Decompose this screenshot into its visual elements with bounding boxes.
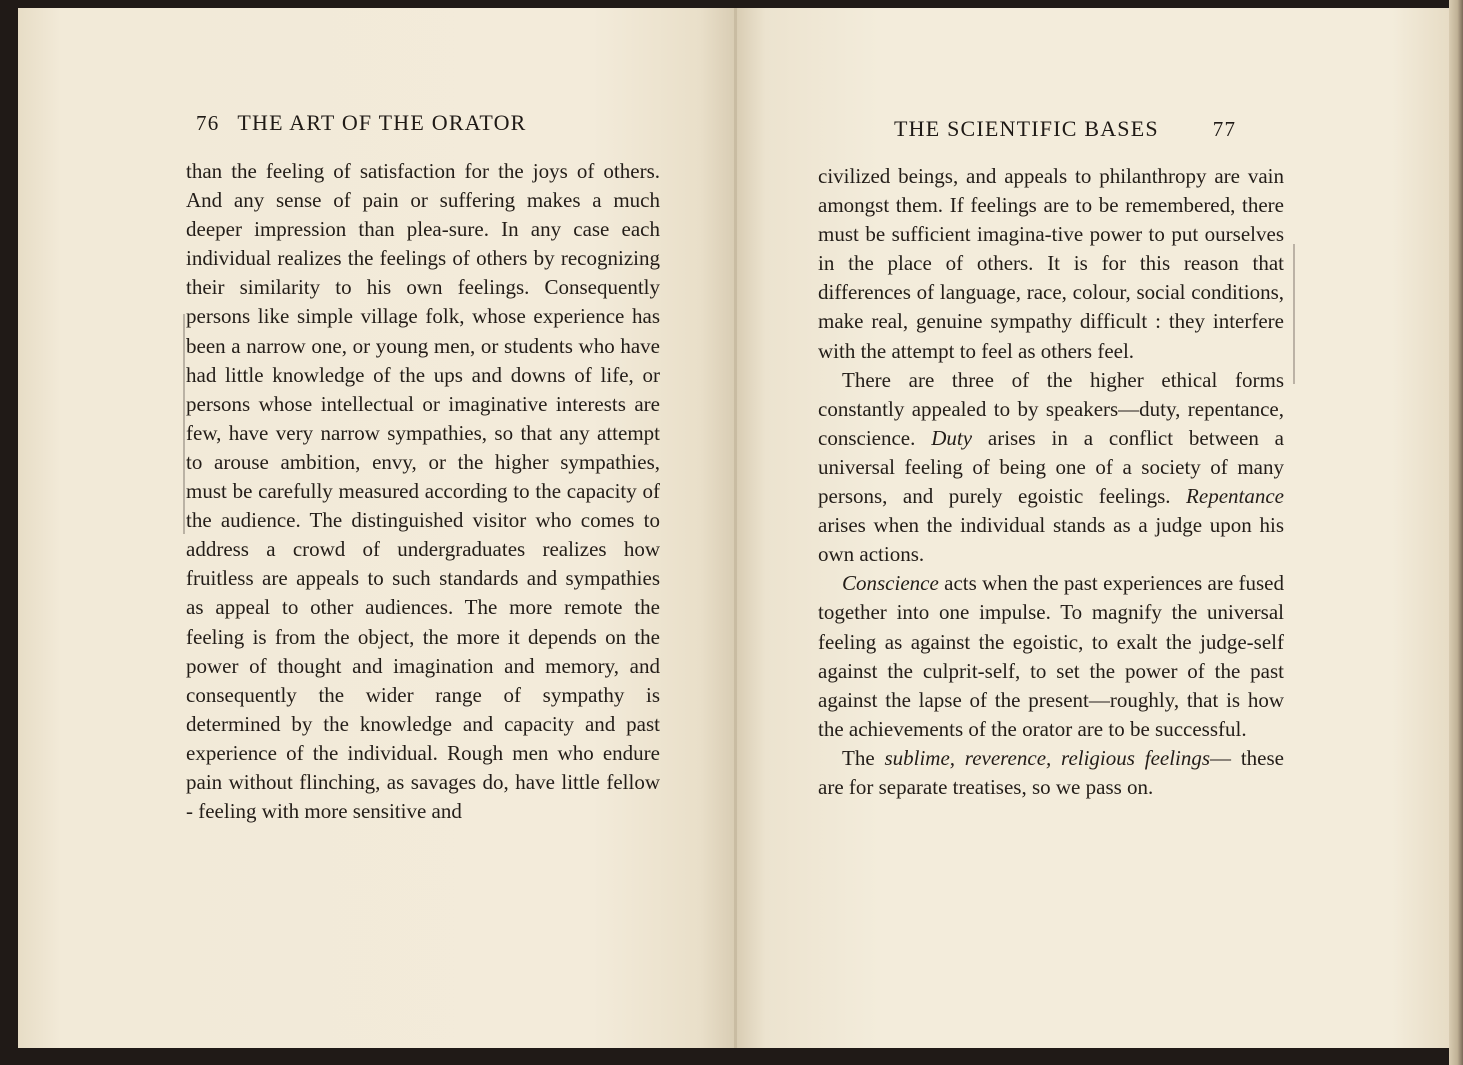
left-page	[18, 8, 736, 1048]
right-paragraph-3	[818, 569, 1284, 744]
pencil-margin-mark	[183, 314, 185, 534]
italic-term-duty: Duty	[931, 425, 973, 450]
right-paragraph-2	[818, 366, 1284, 570]
italic-term-repentance: Repentance	[1186, 484, 1284, 509]
paragraph-text: arises when the individual stands as a judge upon his own actions.	[818, 513, 1284, 567]
paragraph-text: The	[842, 745, 885, 770]
right-paragraph-4	[818, 744, 1284, 802]
right-page	[737, 8, 1449, 1048]
right-paragraph-1: civilized beings, and appeals to philanthropy are vain amongst them. If feelings are to be remembered, there must be sufficient imagina-tive power to put ourselves in the place of others. It is for this reason that differences of language, race, colour, social conditions, make real, genuine sympathy difficult : they interfere with the attempt to feel as others feel.	[818, 164, 1284, 363]
paragraph-text: There are three of the higher ethical forms constantly appealed to by speakers—duty, repentance, conscience.	[818, 367, 1284, 450]
left-running-head	[196, 110, 527, 136]
left-paragraph: than the feeling of satisfaction for the joys of others. And any sense of pain or suffering makes a much deeper impression than plea-sure. In any case each individual realizes the feelings of others by recognizing their similarity to his own feelings. Consequently persons like simple village folk, whose experience has been a narrow one, or young men, or students who have had little knowledge of the ups and downs of life, or persons whose intellectual or imaginative interests are few, have very narrow sympathies, so that any attempt to arouse ambition, envy, or the higher sympathies, must be carefully measured according to the capacity of the audience. The distinguished visitor who comes to address a crowd of undergraduates realizes how fruitless are appeals to such standards and sympathies as appeal to other audiences. The more remote the feeling is from the object, the more it depends on the power of thought and imagination and memory, and consequently the wider range of sympathy is determined by the knowledge and capacity and past experience of the individual. Rough men who endure pain without flinching, as savages do, have little fellow - feeling with more sensitive and	[186, 159, 660, 824]
right-body-text	[818, 162, 1284, 802]
pencil-margin-mark	[1293, 244, 1295, 384]
right-running-head-title: THE SCIENTIFIC BASES	[894, 116, 1159, 141]
paragraph-text: acts when the past experiences are fused together into one impulse. To magnify the universal feeling as against the egoistic, to exalt the judge-self against the culprit-self, to set the power of the past against the lapse of the present—roughly, that is how the achievements of the orator are to be successful.	[818, 571, 1284, 741]
paragraph-text: — these are for separate treatises, so we pass on.	[818, 745, 1284, 799]
left-page-number: 76	[196, 111, 220, 135]
right-running-head	[894, 116, 1236, 142]
paragraph-text: arises in a conflict between a universal feeling of being one of a society of many persons, and purely egoistic feelings.	[818, 425, 1284, 509]
page-edges	[1449, 0, 1463, 1065]
italic-term-conscience: Conscience	[842, 571, 939, 596]
left-body-text	[186, 157, 660, 826]
right-page-number: 77	[1212, 117, 1237, 141]
left-running-head-title: THE ART OF THE ORATOR	[237, 110, 527, 135]
italic-terms-sublime: sublime, reverence, religious feelings	[884, 745, 1211, 770]
